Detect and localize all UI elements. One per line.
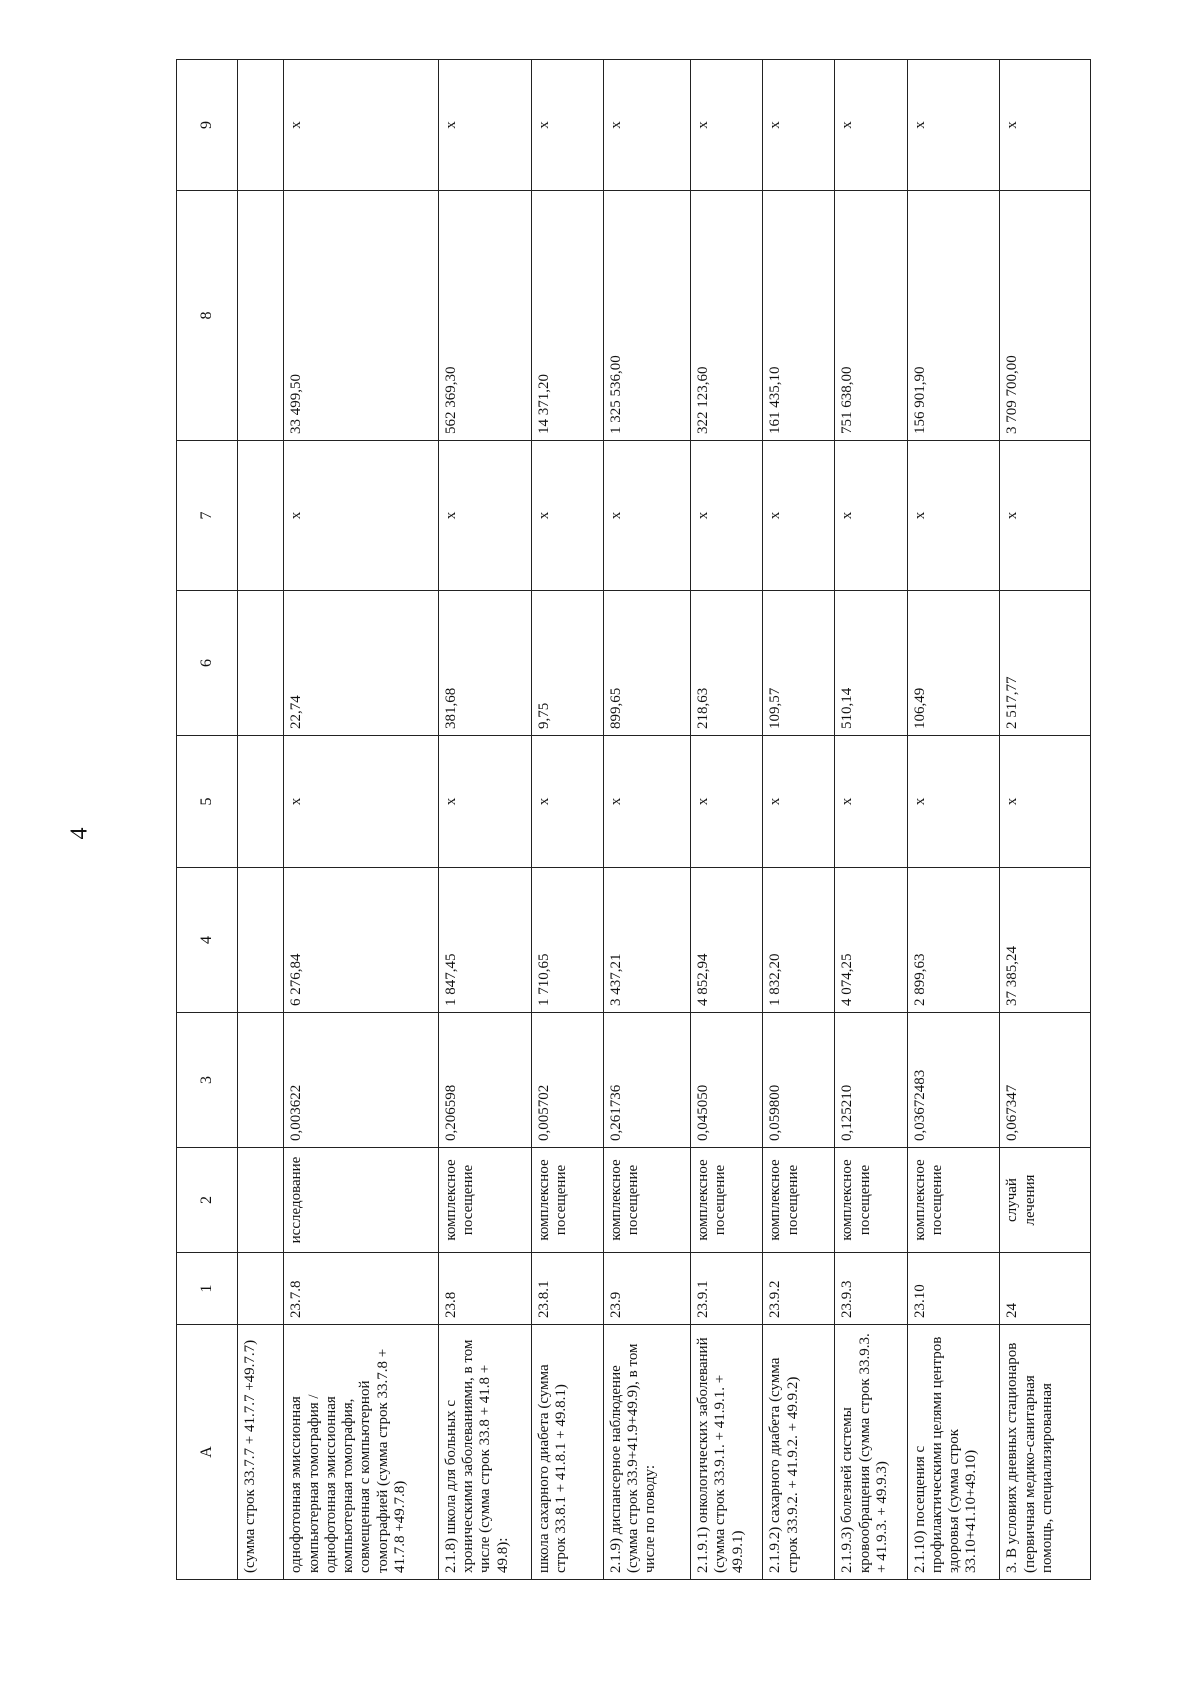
- cell-cost: 2 899,63: [907, 868, 1000, 1013]
- cell-unit: комплексное посещение: [907, 1148, 1000, 1253]
- cell-norm: 0,045050: [691, 1013, 763, 1148]
- cell-cost: 37 385,24: [1000, 868, 1091, 1013]
- cell-cost: 3 437,21: [603, 868, 691, 1013]
- cell-col5: [238, 736, 284, 868]
- cell-per-capita: 899,65: [603, 591, 691, 736]
- cell-total: 322 123,60: [691, 191, 763, 441]
- cell-norm: 0,261736: [603, 1013, 691, 1148]
- cell-col9: х: [835, 60, 907, 191]
- cell-cost: 1 832,20: [763, 868, 835, 1013]
- cell-col7: [238, 441, 284, 591]
- cell-name: однофотонная эмиссионная компьютерная томография / однофотонная эмиссионная компьютерная томография, совмещенная с компьютерной томографией (сумма строк 33.7.8 + 41.7.8 +49.7.8): [284, 1325, 439, 1580]
- cell-per-capita: 2 517,77: [1000, 591, 1091, 736]
- cell-total: 161 435,10: [763, 191, 835, 441]
- cell-col5: х: [763, 736, 835, 868]
- table-row: [835, 60, 907, 1580]
- col-header-a: А: [177, 1325, 238, 1580]
- col-header-5: 5: [177, 736, 238, 868]
- cell-col7: х: [691, 441, 763, 591]
- cell-cost: 6 276,84: [284, 868, 439, 1013]
- cell-col7: х: [835, 441, 907, 591]
- cell-per-capita: 218,63: [691, 591, 763, 736]
- cell-name: 2.1.9) диспансерное наблюдение (сумма строк 33.9+41.9+49.9), в том числе по поводу:: [603, 1325, 691, 1580]
- cell-total: 751 638,00: [835, 191, 907, 441]
- col-header-1: 1: [177, 1253, 238, 1325]
- cell-col7: х: [603, 441, 691, 591]
- cell-name: 2.1.9.3) болезней системы кровообращения (сумма строк 33.9.3. + 41.9.3. + 49.9.3): [835, 1325, 907, 1580]
- table-row: [438, 60, 531, 1580]
- cell-col5: х: [907, 736, 1000, 868]
- cell-per-capita: 106,49: [907, 591, 1000, 736]
- cell-norm: 0,067347: [1000, 1013, 1091, 1148]
- cell-col9: х: [763, 60, 835, 191]
- cell-col5: х: [603, 736, 691, 868]
- cell-name: 2.1.8) школа для больных с хроническими заболеваниями, в том числе (сумма строк 33.8 + 41.8 + 49.8):: [438, 1325, 531, 1580]
- cell-norm: 0,059800: [763, 1013, 835, 1148]
- cell-unit: исследование: [284, 1148, 439, 1253]
- col-header-7: 7: [177, 441, 238, 591]
- cell-unit: комплексное посещение: [531, 1148, 603, 1253]
- cell-code: 23.8.1: [531, 1253, 603, 1325]
- cell-name: 2.1.10) посещения с профилактическими целями центров здоровья (сумма строк 33.10+41.10+49.10): [907, 1325, 1000, 1580]
- cell-col9: х: [1000, 60, 1091, 191]
- cell-code: 23.9.2: [763, 1253, 835, 1325]
- cell-col7: х: [438, 441, 531, 591]
- cell-col7: х: [1000, 441, 1091, 591]
- cell-col7: х: [531, 441, 603, 591]
- cell-code: 23.9.1: [691, 1253, 763, 1325]
- cell-unit: комплексное посещение: [763, 1148, 835, 1253]
- cell-total: 14 371,20: [531, 191, 603, 441]
- cell-total: 562 369,30: [438, 191, 531, 441]
- cell-total: 156 901,90: [907, 191, 1000, 441]
- cell-norm: 0,003622: [284, 1013, 439, 1148]
- cell-norm: [238, 1013, 284, 1148]
- cell-norm: 0,03672483: [907, 1013, 1000, 1148]
- cell-norm: 0,125210: [835, 1013, 907, 1148]
- cell-name: 3. В условиях дневных стационаров (первичная медико-санитарная помощь, специализированная: [1000, 1325, 1091, 1580]
- cell-col9: х: [907, 60, 1000, 191]
- table-row: [603, 60, 691, 1580]
- cell-col7: х: [763, 441, 835, 591]
- cell-per-capita: [238, 591, 284, 736]
- col-header-6: 6: [177, 591, 238, 736]
- cell-name: школа сахарного диабета (сумма строк 33.8.1 + 41.8.1 + 49.8.1): [531, 1325, 603, 1580]
- cell-per-capita: 109,57: [763, 591, 835, 736]
- cell-total: 3 709 700,00: [1000, 191, 1091, 441]
- cell-per-capita: 22,74: [284, 591, 439, 736]
- cell-cost: [238, 868, 284, 1013]
- cell-cost: 4 852,94: [691, 868, 763, 1013]
- table-row: [691, 60, 763, 1580]
- cell-total: 1 325 536,00: [603, 191, 691, 441]
- cell-col7: х: [284, 441, 439, 591]
- cell-unit: комплексное посещение: [691, 1148, 763, 1253]
- cell-col5: х: [284, 736, 439, 868]
- cell-code: 23.7.8: [284, 1253, 439, 1325]
- cell-col9: х: [691, 60, 763, 191]
- cell-code: [238, 1253, 284, 1325]
- cell-col5: х: [1000, 736, 1091, 868]
- cell-col5: х: [691, 736, 763, 868]
- cell-norm: 0,206598: [438, 1013, 531, 1148]
- cell-name: 2.1.9.1) онкологических заболеваний (сумма строк 33.9.1. + 41.9.1. + 49.9.1): [691, 1325, 763, 1580]
- cell-col9: х: [603, 60, 691, 191]
- cell-code: 23.9: [603, 1253, 691, 1325]
- cell-unit: комплексное посещение: [603, 1148, 691, 1253]
- cell-total: 33 499,50: [284, 191, 439, 441]
- cell-cost: 1 710,65: [531, 868, 603, 1013]
- cell-per-capita: 510,14: [835, 591, 907, 736]
- cell-unit: случай лечения: [1000, 1148, 1091, 1253]
- col-header-8: 8: [177, 191, 238, 441]
- page-number: 4: [66, 827, 93, 840]
- cell-per-capita: 381,68: [438, 591, 531, 736]
- cell-name: 2.1.9.2) сахарного диабета (сумма строк 33.9.2. + 41.9.2. + 49.9.2): [763, 1325, 835, 1580]
- cell-norm: 0,005702: [531, 1013, 603, 1148]
- table-row: [238, 60, 284, 1580]
- cell-cost: 1 847,45: [438, 868, 531, 1013]
- col-header-2: 2: [177, 1148, 238, 1253]
- cell-code: 23.8: [438, 1253, 531, 1325]
- table-row: [763, 60, 835, 1580]
- cell-unit: комплексное посещение: [835, 1148, 907, 1253]
- cell-col5: х: [438, 736, 531, 868]
- cell-per-capita: 9,75: [531, 591, 603, 736]
- table-row: [531, 60, 603, 1580]
- table-row: [907, 60, 1000, 1580]
- cell-code: 24: [1000, 1253, 1091, 1325]
- cell-col9: х: [438, 60, 531, 191]
- col-header-3: 3: [177, 1013, 238, 1148]
- cell-cost: 4 074,25: [835, 868, 907, 1013]
- table-row: [1000, 60, 1091, 1580]
- table-row: [284, 60, 439, 1580]
- cell-code: 23.9.3: [835, 1253, 907, 1325]
- cell-col9: х: [284, 60, 439, 191]
- rotated-table-wrapper: [176, 60, 1091, 1580]
- col-header-9: 9: [177, 60, 238, 191]
- cell-unit: [238, 1148, 284, 1253]
- header-row: [177, 60, 238, 1580]
- cell-total: [238, 191, 284, 441]
- tariff-table: [176, 59, 1091, 1580]
- cell-name: (сумма строк 33.7.7 + 41.7.7 +49.7.7): [238, 1325, 284, 1580]
- cell-col5: х: [531, 736, 603, 868]
- cell-col7: х: [907, 441, 1000, 591]
- cell-unit: комплексное посещение: [438, 1148, 531, 1253]
- cell-col9: [238, 60, 284, 191]
- cell-col5: х: [835, 736, 907, 868]
- cell-col9: х: [531, 60, 603, 191]
- col-header-4: 4: [177, 868, 238, 1013]
- cell-code: 23.10: [907, 1253, 1000, 1325]
